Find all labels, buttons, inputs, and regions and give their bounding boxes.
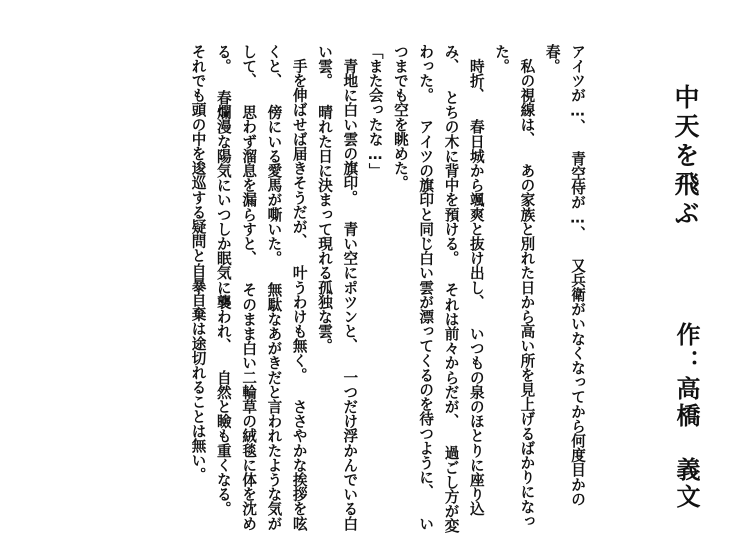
- paragraph: アイツが…、 青空侍が…、 又兵衛がいなくなってから何度目かの春。: [543, 44, 586, 507]
- paragraph: 私の視線は、 あの家族と別れた日から高い所を見上げるばかりになった。: [493, 44, 536, 529]
- story-title: 中天を飛ぶ: [671, 84, 700, 229]
- paragraph: 青地に白い雲の旗印。 青い空にポツンと、 一つだけ浮かんでいる白い雲。 晴れた日に決まって現れる孤独な雲。: [316, 44, 359, 531]
- paragraph: 手を伸ばせば届きそうだが、 叶うわけも無く。 ささやかな挨拶を呟くと、 傍にいる愛馬が嘶いた。 無駄なあがきだと言われたような気がして、 思わず溜息を漏らすと、 そのまま白い二輪草の絨毯に体を沈める。 春爛漫な陽気にいつしか眠気に襲われ、 自然と瞼も重くなる。 それでも頭の中を逡巡する疑問と自暴自棄は途切れることは無い。: [189, 44, 308, 531]
- author-credit: 作：高橋 義文: [672, 322, 700, 511]
- paragraph: 時折、 春日城から颯爽と抜け出し、 いつもの泉のほとりに座り込み、 とちの木に背中を預ける。 それは前々からだが、 過ごし方が変わった。 アイツの旗印と同じ白い雲が漂ってくるのを待つように、 いつまでも空を眺めた。: [391, 44, 485, 533]
- paragraph: 「また会ったな…」: [366, 44, 384, 178]
- story-body: [185, 44, 590, 534]
